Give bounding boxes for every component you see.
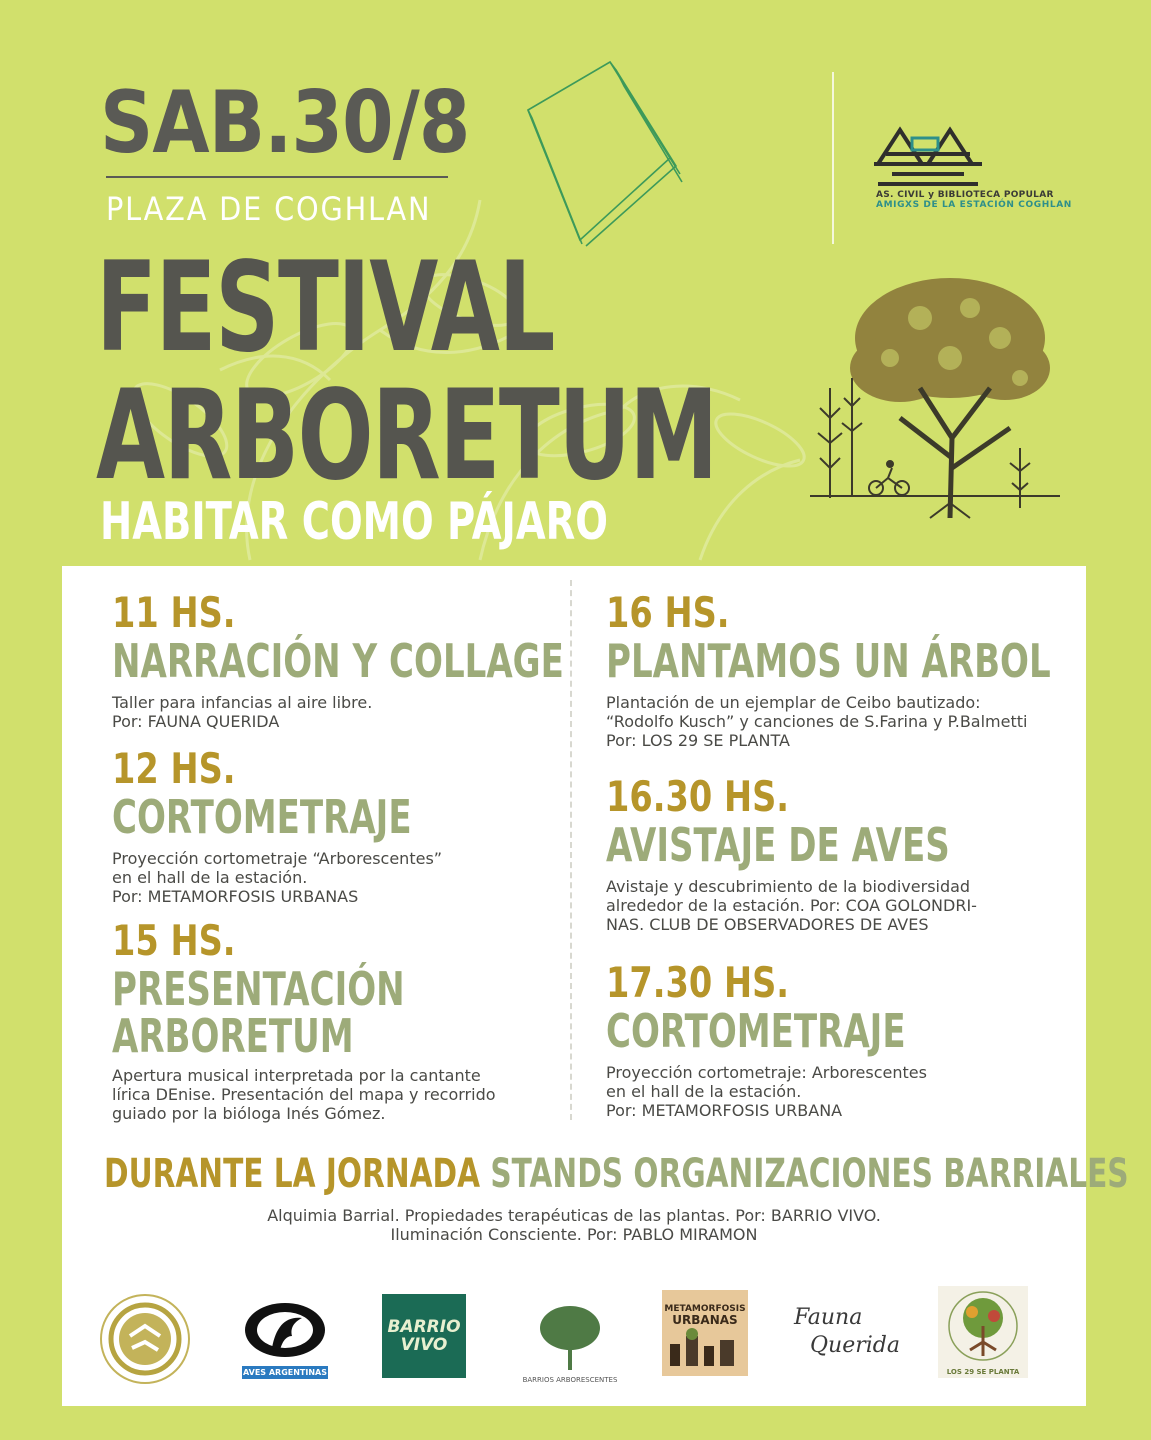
logo-text: BARRIO xyxy=(387,1317,461,1337)
vertical-divider xyxy=(832,72,834,244)
desc-line: Proyección cortometraje “Arborescentes” xyxy=(112,848,443,868)
event-description xyxy=(606,693,1151,750)
tree-illustration xyxy=(810,268,1060,528)
event-16hs xyxy=(606,588,1151,750)
event-title: PLANTAMOS UN ÁRBOL xyxy=(606,634,1051,688)
stands-label: STANDS ORGANIZACIONES BARRIALES xyxy=(490,1151,1129,1197)
city-icon xyxy=(662,1326,748,1366)
event-time: 11 HS. xyxy=(112,588,236,637)
event-date: SAB.30/8 xyxy=(100,73,470,173)
festival-title-line2: ARBORETUM xyxy=(96,364,717,508)
partner-logos xyxy=(62,1280,1086,1390)
festival-subtitle: HABITAR COMO PÁJARO xyxy=(100,492,608,552)
los-29-se-planta-logo xyxy=(938,1286,1028,1378)
desc-line: guiado por la bióloga Inés Gómez. xyxy=(112,1103,386,1123)
fauna-querida-logo xyxy=(788,1304,908,1374)
barrio-vivo-logo xyxy=(382,1294,466,1378)
desc-line: alrededor de la estación. Por: COA GOLONDRI- xyxy=(606,895,977,915)
desc-line: Por: METAMORFOSIS URBANAS xyxy=(112,886,359,906)
event-time: 17.30 HS. xyxy=(606,958,790,1007)
desc-line: Apertura musical interpretada por la cantante xyxy=(112,1065,481,1085)
desc-line: “Rodolfo Kusch” y canciones de S.Farina y P.Balmetti xyxy=(606,711,1028,731)
barrios-arborescentes-label: BARRIOS ARBORESCENTES xyxy=(522,1376,618,1384)
aves-argentinas-logo xyxy=(242,1300,328,1376)
festival-title-line1: FESTIVAL xyxy=(96,236,554,380)
event-12hs xyxy=(112,744,517,906)
desc-line: Avistaje y descubrimiento de la biodiversidad xyxy=(606,876,971,896)
logo-text: Querida xyxy=(810,1333,900,1358)
event-title: NARRACIÓN Y COLLAGE xyxy=(112,634,564,688)
jornada-heading xyxy=(104,1151,1129,1197)
event-15hs xyxy=(112,916,508,1123)
event-time: 15 HS. xyxy=(112,916,236,965)
bird-eye-icon xyxy=(242,1300,328,1360)
logo-text: METAMORFOSIS xyxy=(664,1304,746,1314)
los-29-label: LOS 29 SE PLANTA xyxy=(946,1368,1020,1376)
logo-text: URBANAS xyxy=(672,1313,738,1327)
event-description xyxy=(112,1066,508,1123)
event-description xyxy=(112,849,517,906)
metamorfosis-urbanas-logo xyxy=(662,1290,748,1376)
event-title: ARBORETUM xyxy=(112,1008,354,1063)
event-title: CORTOMETRAJE xyxy=(606,1004,906,1058)
circle-birds-logo-icon xyxy=(98,1292,192,1386)
event-title: AVISTAJE DE AVES xyxy=(606,818,950,872)
desc-line: lírica DEnise. Presentación del mapa y recorrido xyxy=(112,1084,496,1104)
event-1730hs xyxy=(606,958,1011,1120)
desc-line: NAS. CLUB DE OBSERVADORES DE AVES xyxy=(606,914,929,934)
event-time: 16.30 HS. xyxy=(606,772,790,821)
desc-line: en el hall de la estación. xyxy=(606,1081,802,1101)
stands-description xyxy=(62,1206,1086,1244)
logo-text: VIVO xyxy=(400,1335,448,1355)
event-description xyxy=(606,1063,1011,1120)
desc-line: Proyección cortometraje: Arborescentes xyxy=(606,1062,927,1082)
event-1630hs xyxy=(606,772,1071,934)
event-time: 12 HS. xyxy=(112,744,236,793)
tree-icon xyxy=(522,1288,618,1384)
divider xyxy=(106,176,448,178)
book-icon xyxy=(520,58,690,248)
desc-line: Por: FAUNA QUERIDA xyxy=(112,711,280,731)
event-description xyxy=(606,877,1071,934)
event-time: 16 HS. xyxy=(606,588,730,637)
jornada-label: DURANTE LA JORNADA xyxy=(104,1151,481,1197)
event-place: PLAZA DE COGHLAN xyxy=(106,190,432,228)
desc-line: Por: LOS 29 SE PLANTA xyxy=(606,730,790,750)
logo-text: Fauna xyxy=(794,1305,863,1330)
event-title: CORTOMETRAJE xyxy=(112,790,412,844)
organizer-logo-icon xyxy=(872,124,984,188)
stands-line: Iluminación Consciente. Por: PABLO MIRAMON xyxy=(390,1225,758,1244)
desc-line: Por: METAMORFOSIS URBANA xyxy=(606,1100,843,1120)
aves-argentinas-label: AVES ARGENTINAS xyxy=(242,1368,327,1377)
stands-line: Alquimia Barrial. Propiedades terapéuticas de las plantas. Por: BARRIO VIVO. xyxy=(267,1206,881,1225)
organizer-subname: AMIGXS DE LA ESTACIÓN COGHLAN xyxy=(876,200,1072,210)
event-title: PRESENTACIÓN xyxy=(112,962,405,1016)
colorful-tree-icon xyxy=(938,1286,1028,1364)
desc-line: Plantación de un ejemplar de Ceibo bautizado: xyxy=(606,692,981,712)
organizer-name: AS. CIVIL y BIBLIOTECA POPULAR xyxy=(876,190,1054,200)
barrios-arborescentes-logo xyxy=(522,1288,618,1384)
desc-line: Taller para infancias al aire libre. xyxy=(112,692,373,712)
desc-line: en el hall de la estación. xyxy=(112,867,308,887)
